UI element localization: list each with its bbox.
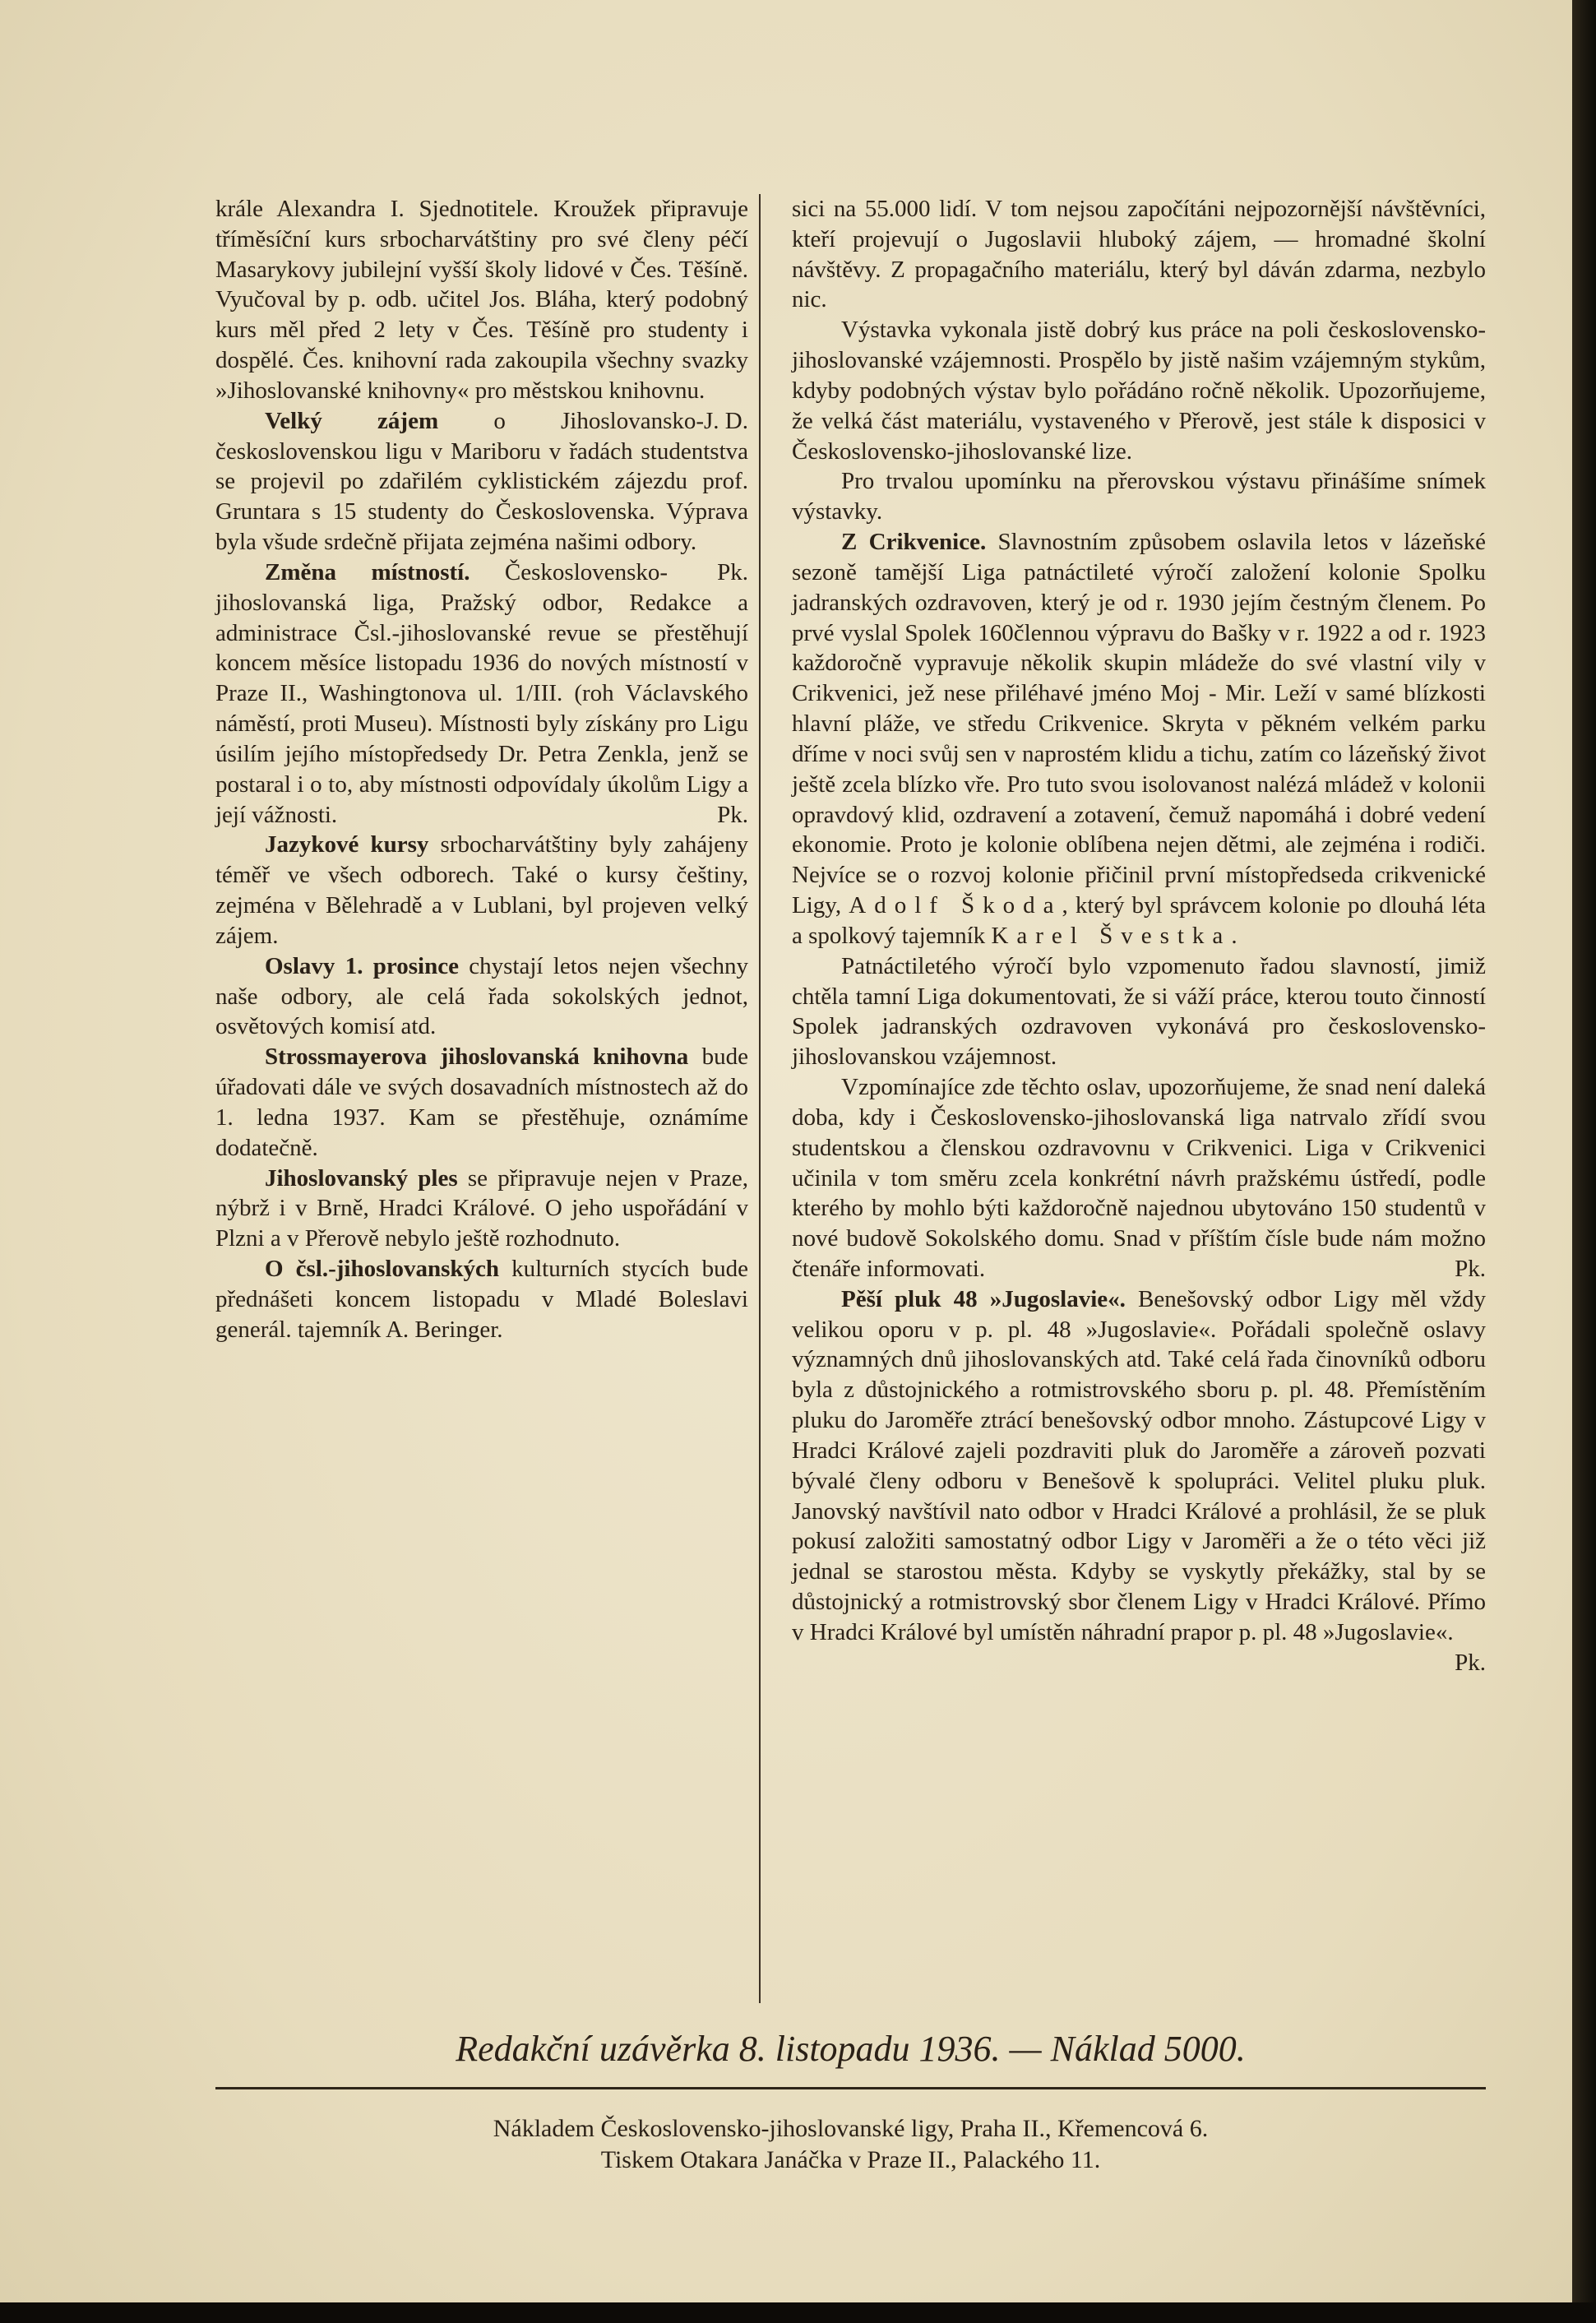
article-vzpominajice: Vzpomínajíce zde těchto oslav, upozorňujeme, že snad není daleká doba, kdy i Československo-jihoslovanská liga natrvalo zřídí svou studentskou a členskou ozdravovnu v Crikvenici. Liga v Crikvenici učinila v tom směru zcela konkrétní návrh pražskému ústředí, podle kterého by mohlo býti každoročně najednou ubytováno 150 studentů v nové budově Sokolského domu. Snad v příštím čísle bude nám možno čtenáře informovati. Pk. (792, 1072, 1486, 1284)
footer-divider (215, 2087, 1486, 2089)
article-upominka: Pro trvalou upomínku na přerovskou výstavu přinášíme snímek výstavky. (792, 468, 1486, 525)
imprint (215, 2113, 1486, 2177)
article-lead: Změna místností. (265, 558, 470, 585)
article-kulturni-styky: O čsl.-jihoslovanských kulturních stycích bude přednášeti koncem listopadu v Mladé Boleslavi generál. tajemník A. Beringer. (215, 1255, 748, 1343)
article-lead: Strossmayerova jihoslovanská knihovna (265, 1043, 689, 1071)
article-vystavka: Výstavka vykonala jistě dobrý kus práce na poli československo-jihoslovanské vzájemnosti. Prospělo by jistě našim vzájemným stykům, kdyby podobných výstav bylo pořádáno ročně několik. Upozorňujeme, že velká část materiálu, vystaveného v Přerově, jest stále k disposici v Československo-jihoslovanské lize. (792, 317, 1486, 465)
article-jazykove-kursy: Jazykové kursy srbocharvátštiny byly zahájeny téměř ve všech odborech. Také o kursy češtiny, zejména v Bělehradě a v Lublani, byl projeven velký zájem. (215, 831, 748, 949)
article-pesi-pluk: Pěší pluk 48 »Jugoslavie«. Benešovský odbor Ligy měl vždy velikou oporu v p. pl. 48 »Jugoslavie«. Pořádali společně oslavy významných dnů jihoslovanských atd. Také celá řada činovníků odboru byla z důstojnického a rotmistrovského sboru p. pl. 48. Přemístěním pluku do Jaroměře ztrácí benešovský odbor mnoho. Zástupcové Ligy v Hradci Králové zajeli pozdraviti pluk do Jaroměře a zároveň pozvati bývalé členy odboru v Benešově k spolupráci. Velitel pluku pluk. Janovský navštívil nato odbor v Hradci Králové a prohlásil, že se pluk pokusí založiti samostatný odbor Ligy v Jaroměři a že o této věci již jednal se starostou města. Kdyby se vyskytly překážky, stal by se důstojnický a rotmistrovský sbor členem Ligy v Hradci Králové. Přímo v Hradci Králové byl umístěn náhradní prapor p. pl. 48 »Jugoslavie«. Pk. (792, 1284, 1486, 1648)
left-column (215, 194, 748, 1344)
article-vystava-continued: sici na 55.000 lidí. V tom nejsou započítáni nejpozornější návštěvníci, kteří projevují o Jugoslavii hluboký zájem, — hromadné školní návštěvy. Z propagačního materiálu, který byl dáván zdarma, nezbylo nic. (792, 196, 1486, 313)
article-patnactilete-vyroci: Patnáctiletého výročí bylo vzpomenuto řadou slavností, jimiž chtěla tamní Liga dokumentovati, že si váží práce, kterou touto činností Spolek jadranských ozdravoven vykonává pro československo-jihoslovanskou vzájemnost. (792, 952, 1486, 1071)
article-lead: Oslavy 1. prosince (265, 952, 459, 979)
article-lead: O čsl.-jihoslovanských (265, 1255, 499, 1282)
article-zmena-mistnosti: Změna místností. Československo-jihoslovanská liga, Pražský odbor, Redakce a administrace Čsl.-jihoslovanské revue se přestěhují koncem měsíce listopadu 1936 do nových místností v Praze II., Washingtonova ul. 1/III. (roh Václavského náměstí, proti Museu). Místnosti byly získány pro Ligu úsilím jejího místopředsedy Dr. Petra Zenkla, jenž se postaral i o to, aby místnosti odpovídaly úkolům Ligy a její vážnosti. Pk. (215, 558, 748, 830)
signature: Pk. (717, 558, 748, 585)
article-lead: Jihoslovanský ples (265, 1164, 458, 1192)
signature: Pk. (1455, 1255, 1486, 1282)
article-kralovstvi: krále Alexandra I. Sjednotitele. Kroužek připravuje tříměsíční kurs srbocharvátštiny pro své členy péčí Masarykovy jubilejní vyšší školy lidové v Čes. Těšíně. Vyučoval by p. odb. učitel Jos. Bláha, který podobný kurs měl před 2 lety v Čes. Těšíně pro studenty i dospělé. Čes. knihovní rada zakoupila všechny svazky »Jihoslovanské knihovny« pro městskou knihovnu. J. D. (215, 194, 748, 406)
right-column (792, 194, 1486, 1678)
article-lead: Velký zájem (265, 407, 439, 434)
signature: Pk. (1455, 1649, 1486, 1676)
editorial-deadline: Redakční uzávěrka 8. listopadu 1936. — Náklad 5000. (456, 2029, 1246, 2069)
article-oslavy: Oslavy 1. prosince chystají letos nejen všechny naše odbory, ale celá řada sokolských jednot, osvětových komisí atd. (215, 952, 748, 1040)
imprint-publisher: Nákladem Československo-jihoslovanské ligy, Praha II., Křemencová 6. (493, 2115, 1209, 2142)
article-lead: Jazykové kursy (265, 831, 429, 858)
article-jihoslovansky-ples: Jihoslovanský ples se připravuje nejen v Praze, nýbrž i v Brně, Hradci Králové. O jeho uspořádání v Plzni a v Přerově nebylo ještě rozhodnuto. (215, 1164, 749, 1252)
imprint-printer: Tiskem Otakara Janáčka v Praze II., Palackého 11. (600, 2146, 1101, 2174)
article-crikvenice: Z Crikvenice. Slavnostním způsobem oslavila letos v lázeňské sezoně tamější Liga patnáctileté výročí založení kolonie Spolku jadranských ozdravoven, který je od r. 1930 jejím čestným členem. Po prvé vyslal Spolek 160člennou výpravu do Bašky v r. 1922 a od r. 1923 každoročně vypravuje několik skupin mládeže do své vlastní vily v Crikvenici, jež nese přiléhavé jméno Moj - Mir. Leží v samé blízkosti hlavní pláže, ve středu Crikvenice. Skryta v pěkném velkém parku dříme v noci svůj sen v naprostém klidu a tichu, zatím co lázeňský život ještě zcela blízko vře. Pro tuto svou isolovanost nalézá mládež v kolonii opravdový klid, ozdravení a zotavení, čemuž napomáhá i dobré vedení ekonomie. Proto je kolonie oblíbena nejen dětmi, ale zejména i rodiči. Nejvíce se o rozvoj kolonie přičinil první místopředseda crikvenické Ligy, Adolf Škoda, který byl správcem kolonie po dlouhá léta a spolkový tajemník Karel Švestka. (792, 529, 1487, 949)
article-lead: Pěší pluk 48 »Jugoslavie«. (841, 1285, 1126, 1312)
person-name: Karel Švestka (991, 922, 1232, 949)
person-name: Adolf Škoda (849, 892, 1062, 919)
signature: Pk. (717, 801, 748, 828)
article-velky-zajem: Velký zájem o Jihoslovansko-československou ligu v Mariboru v řadách studentstva se projevil po zdařilém cyklistickém zájezdu prof. Gruntara s 15 studenty do Československa. Výprava byla všude srdečně přijata zejména našimi odbory. Pk. (215, 406, 748, 558)
article-lead: Z Crikvenice. (841, 529, 987, 556)
scan-border-right (1572, 0, 1596, 2323)
signature: J. D. (704, 407, 748, 434)
article-strossmayerova-knihovna: Strossmayerova jihoslovanská knihovna bude úřadovati dále ve svých dosavadních místnostech až do 1. ledna 1937. Kam se přestěhuje, oznámíme dodatečně. (215, 1043, 748, 1161)
scan-border-bottom (0, 2302, 1596, 2323)
column-divider (759, 194, 761, 2003)
